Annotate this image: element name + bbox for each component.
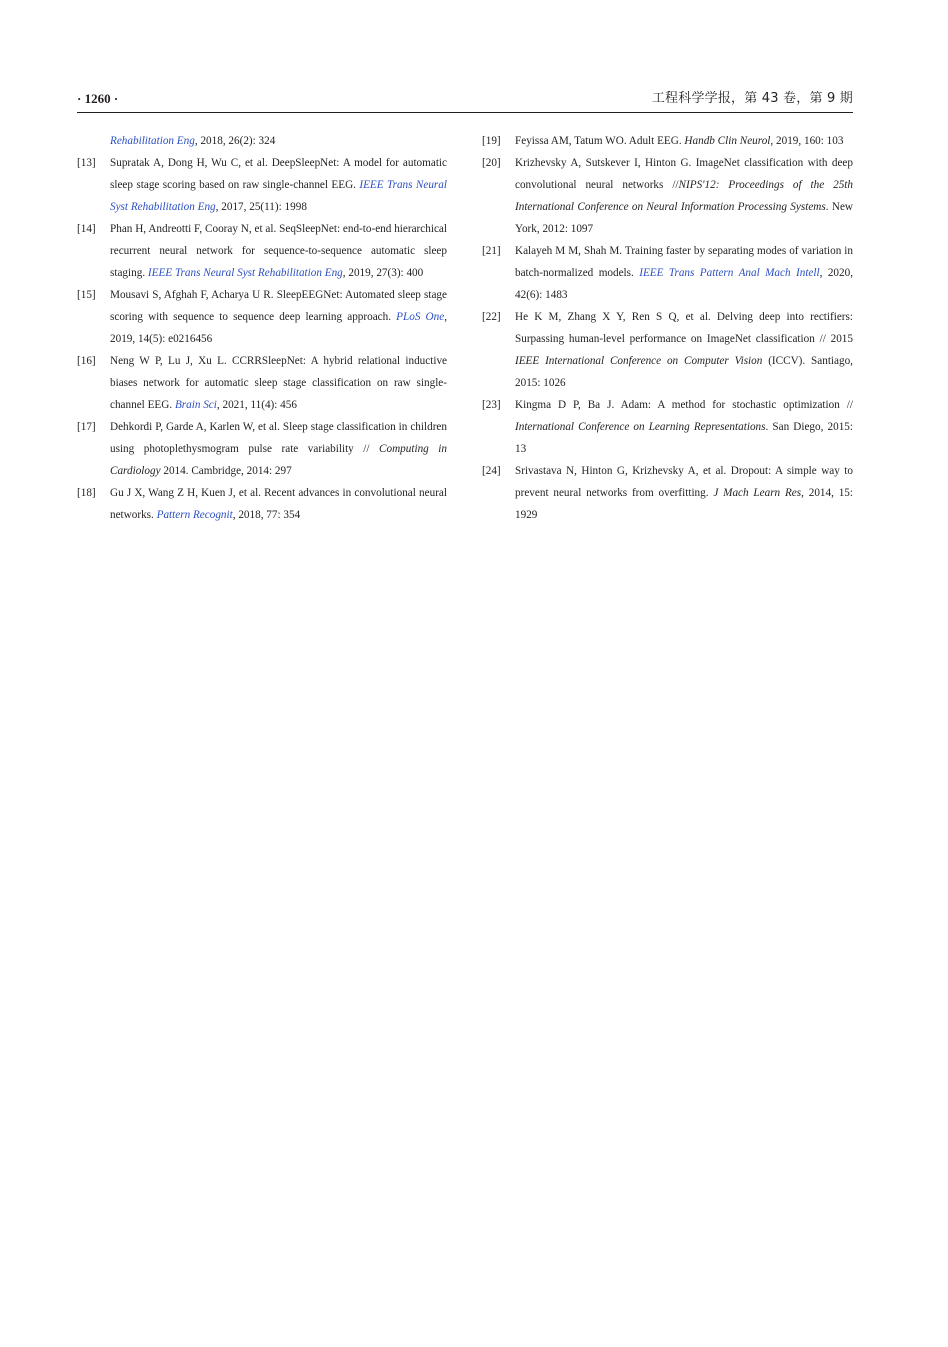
reference-number: [18] [77, 487, 96, 499]
reference-text: Krizhevsky A, Sutskever I, Hinton G. ImageNet classification with deep convolutional neural networks // [515, 157, 853, 191]
journal-title: 工程科学学报，第 43 卷，第 9 期 [651, 91, 853, 106]
reference-text: He K M, Zhang X Y, Ren S Q, et al. Delving deep into rectifiers: Surpassing human-level performance on ImageNet classification // 2015 [515, 311, 853, 345]
reference-number: [15] [77, 289, 96, 301]
reference-details: , 2020, 42(6): 1483 [515, 267, 854, 301]
reference-number: [23] [482, 399, 501, 411]
journal-link[interactable]: PLoS One [396, 311, 445, 323]
reference-number: [20] [482, 157, 501, 169]
reference-details: , 2017, 25(11): 1998 [215, 201, 307, 213]
reference-details: , 2018, 77: 354 [232, 509, 301, 521]
reference-item [77, 284, 447, 350]
reference-item [482, 460, 853, 526]
reference-number: [24] [482, 465, 501, 477]
reference-item [482, 306, 853, 394]
reference-number: [19] [482, 135, 501, 147]
reference-text: Feyissa AM, Tatum WO. Adult EEG. [515, 135, 685, 147]
reference-item [77, 130, 447, 152]
reference-number: [17] [77, 421, 96, 433]
journal-link[interactable]: Pattern Recognit [156, 509, 233, 521]
reference-text: Supratak A, Dong H, Wu C, et al. DeepSleepNet: A model for automatic sleep stage scoring based on raw single-channel EEG. [110, 157, 447, 191]
reference-details: , 2019, 14(5): e0216456 [110, 311, 447, 345]
reference-details: , 2019, 160: 103 [770, 135, 844, 147]
reference-text: Kalayeh M M, Shah M. Training faster by separating modes of variation in batch-normalized models. [515, 245, 853, 279]
reference-item [77, 482, 447, 526]
venue-title: NIPS'12: Proceedings of the 25th International Conference on Neural Information Processing Systems [515, 179, 854, 213]
reference-number: [13] [77, 157, 96, 169]
venue-title: International Conference on Learning Representations [515, 421, 766, 433]
reference-item [77, 218, 447, 284]
reference-details: , 2019, 27(3): 400 [342, 267, 424, 279]
reference-number: [14] [77, 223, 96, 235]
reference-item [482, 394, 853, 460]
reference-details: . San Diego, 2015: 13 [515, 421, 853, 455]
reference-text: Phan H, Andreotti F, Cooray N, et al. SeqSleepNet: end-to-end hierarchical recurrent neural network for sequence-to-sequence automatic sleep staging. [110, 223, 447, 279]
reference-text: Srivastava N, Hinton G, Krizhevsky A, et al. Dropout: A simple way to prevent neural networks from overfitting. [515, 465, 853, 499]
reference-item [482, 130, 853, 152]
venue-title: IEEE International Conference on Computer Vision [515, 355, 763, 367]
journal-link[interactable]: Rehabilitation Eng [110, 135, 195, 147]
reference-number: [16] [77, 355, 96, 367]
page-number: · 1260 · [77, 91, 119, 106]
venue-title: Handb Clin Neurol [684, 135, 771, 147]
reference-item [482, 240, 853, 306]
journal-link[interactable]: IEEE Trans Pattern Anal Mach Intell [639, 267, 820, 279]
references-right-column [482, 130, 853, 526]
journal-link[interactable]: IEEE Trans Neural Syst Rehabilitation Eng [147, 267, 343, 279]
journal-link[interactable]: IEEE Trans Neural Syst Rehabilitation Eng [110, 179, 447, 213]
reference-details: , 2014, 15: 1929 [515, 487, 853, 521]
reference-item [77, 350, 447, 416]
journal-link[interactable]: Brain Sci [174, 399, 217, 411]
reference-details: , 2021, 11(4): 456 [216, 399, 297, 411]
reference-item [482, 152, 853, 240]
reference-item [77, 152, 447, 218]
reference-text: Kingma D P, Ba J. Adam: A method for stochastic optimization // [515, 399, 853, 411]
reference-text: Dehkordi P, Garde A, Karlen W, et al. Sleep stage classification in children using photoplethysmogram pulse rate variability // [110, 421, 447, 455]
reference-details: , 2018, 26(2): 324 [194, 135, 276, 147]
reference-details: . New York, 2012: 1097 [515, 201, 853, 235]
reference-details: (ICCV). Santiago, 2015: 1026 [515, 355, 853, 389]
reference-number: [22] [482, 311, 501, 323]
reference-text: Mousavi S, Afghah F, Acharya U R. SleepEEGNet: Automated sleep stage scoring with sequence to sequence deep learning approach. [110, 289, 447, 323]
reference-number: [21] [482, 245, 501, 257]
venue-title: J Mach Learn Res [713, 487, 802, 499]
reference-text: Neng W P, Lu J, Xu L. CCRRSleepNet: A hybrid relational inductive biases network for automatic sleep stage classification on raw single-channel EEG. [110, 355, 447, 411]
references-left-column [77, 130, 447, 526]
reference-details: 2014. Cambridge, 2014: 297 [160, 465, 292, 477]
running-header [77, 90, 853, 113]
venue-title: Computing in Cardiology [110, 443, 447, 477]
reference-item [77, 416, 447, 482]
reference-text: Gu J X, Wang Z H, Kuen J, et al. Recent advances in convolutional neural networks. [110, 487, 447, 521]
